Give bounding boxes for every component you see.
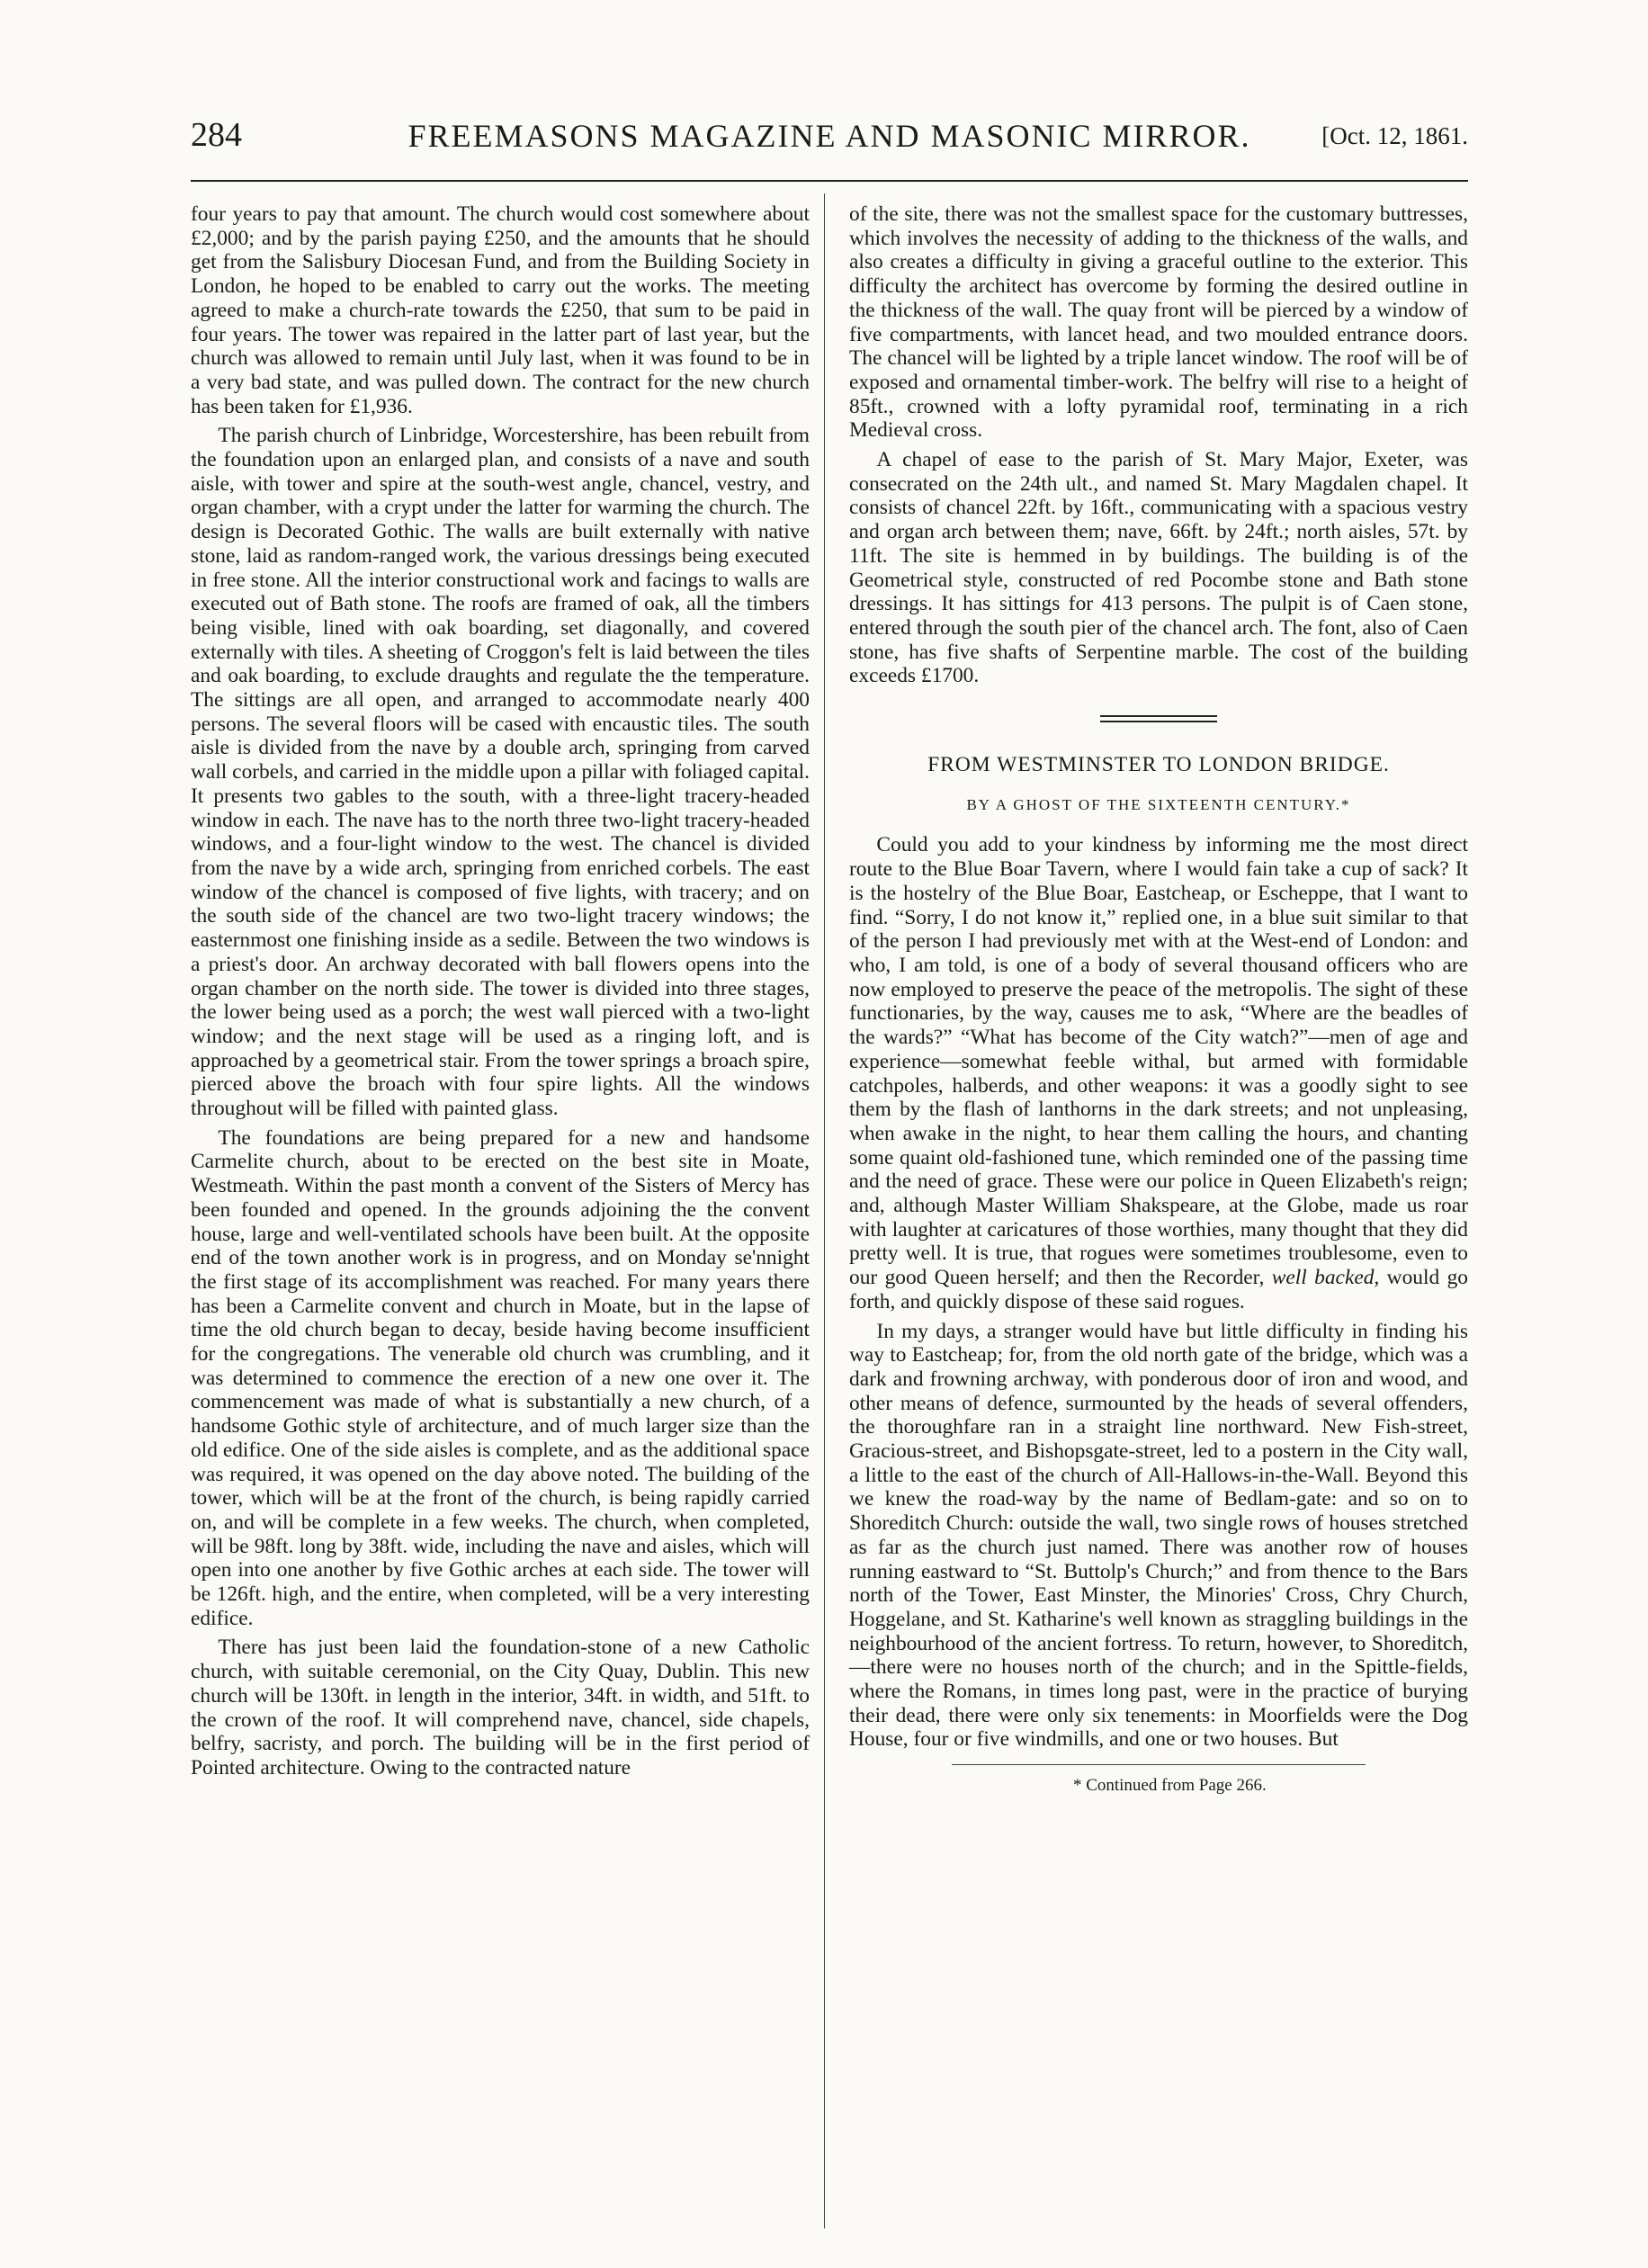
footnote-rule (952, 1764, 1366, 1765)
issue-date: [Oct. 12, 1861. (1321, 122, 1468, 149)
footnote: * Continued from Page 266. (1072, 1776, 1267, 1796)
italic-text: well backed, (1271, 1266, 1380, 1290)
section-separator (1100, 715, 1217, 722)
article-byline: BY A GHOST OF THE SIXTEENTH CENTURY.* (966, 795, 1351, 813)
paragraph: A chapel of ease to the parish of St. Mary Major, Exeter, was consecrated on the 24th ult., and named St. Mary Magdalen chapel. It consists of chancel 22ft. by 16ft., communicating with a spacious vestry and organ arch between them; nave, 66ft. by 24ft.; north aisles, 57t. by 11ft. The site is hemmed in by buildings. The building is of the Geometrical style, constructed of red Pocombe stone and Bath stone dressings. It has sittings for 413 persons. The pulpit is of Caen stone, entered through the south pier of the chancel arch. The font, also of Caen stone, has five shafts of Serpentine marble. The cost of the building exceeds £1700. (849, 448, 1468, 688)
paragraph: The parish church of Linbridge, Worcestershire, has been rebuilt from the foundation upon an enlarged plan, and consists of a nave and south aisle, with tower and spire at the south-west angle, chancel, vestry, and organ chamber, with a crypt under the latter for warming the church. The design is Decorated Gothic. The walls are built externally with native stone, laid as random-ranged work, the various dressings being executed in free stone. All the interior constructional work and facings to walls are executed out of Bath stone. The roofs are framed of oak, all the timbers being visible, lined with oak boarding, set diagonally, and covered externally with tiles. A sheeting of Croggon's felt is laid between the tiles and oak boarding, to exclude draughts and regulate the the temperature. The sittings are all open, and arranged to accommodate nearly 400 persons. The several floors will be cased with encaustic tiles. The south aisle is divided from the nave by a double arch, springing from carved wall corbels, and carried in the middle upon a pillar with foliaged capital. It presents two gables to the south, with a three-light tracery-headed window in each. The nave has to the north three two-light tracery-headed windows, and a four-light window to the west. The chancel is divided from the nave by a wide arch, springing from enriched corbels. The east window of the chancel is composed of five lights, with tracery; and on the south side of the chancel are two two-light tracery windows; the easternmost one finishing inside as a sedile. Between the two windows is a priest's door. An archway decorated with ball flowers opens into the organ chamber on the north side. The tower is divided into three stages, the lower being used as a porch; the west wall pierced with a two-light window; and the next stage will be used as a ringing loft, and is approached by a geometrical stair. From the tower springs a broach spire, pierced above the broach with four spire lights. All the windows throughout will be filled with painted glass. (191, 424, 810, 1121)
article-heading: FROM WESTMINSTER TO LONDON BRIDGE. (927, 753, 1390, 777)
paragraph: four years to pay that amount. The church would cost somewhere about £2,000; and by the parish paying £250, and the amounts that he should get from the Salisbury Diocesan Fund, and from the Building Society in London, he hoped to be enabled to carry out the works. The meeting agreed to make a church-rate towards the £250, that sum to be paid in four years. The tower was repaired in the latter part of last year, but the church was allowed to remain until July last, when it was found to be in a very bad state, and was pulled down. The contract for the new church has been taken for £1,936. (191, 202, 810, 418)
publication-title: FREEMASONS MAGAZINE AND MASONIC MIRROR. (408, 118, 1251, 154)
paragraph: In my days, a stranger would have but little difficulty in finding his way to Eastcheap; for, from the old north gate of the bridge, which was a dark and frowning archway, with ponderous door of iron and wood, and other means of defence, surmounted by the heads of several offenders, the thoroughfare ran in a straight line northward. New Fish-street, Gracious-street, and Bishopsgate-street, led to a postern in the City wall, a little to the east of the church of All-Hallows-in-the-Wall. Beyond this we knew the road-way by the name of Bedlam-gate: and so on to Shoreditch Church: outside the wall, two single rows of houses stretched as far as the church just named. There was another row of houses running eastward to “St. Buttolp's Church;” and from thence to the Bars north of the Tower, East Minster, the Minories' Cross, Chry Church, Hoggelane, and St. Katharine's well known as straggling buildings in the neighbourhood of the ancient fortress. To return, however, to Shoreditch,—there were no houses north of the church; and in the Spittle-fields, where the Romans, in times long past, were in the practice of burying their dead, there were only six tenements: in Moorfields were the Dog House, four or five windmills, and one or two houses. But (849, 1319, 1468, 1752)
paragraph: There has just been laid the foundation-stone of a new Catholic church, with suitable ceremonial, on the City Quay, Dublin. This new church will be 130ft. in length in the interior, 34ft. in width, and 51ft. to the crown of the roof. It will comprehend nave, chancel, side chapels, belfry, sacristy, and porch. The building will be in the first period of Pointed architecture. Owing to the contracted nature (191, 1636, 810, 1779)
separator-line (1100, 715, 1217, 717)
left-column (191, 202, 810, 1786)
paragraph: The foundations are being prepared for a new and handsome Carmelite church, about to be erected on the best site in Moate, Westmeath. Within the past month a convent of the Sisters of Mercy has been founded and opened. In the grounds adjoining the the convent house, large and well-ventilated schools have been built. At the opposite end of the town another work is in progress, and on Monday se'nnight the first stage of its accomplishment was reached. For many years there has been a Carmelite convent and church in Moate, but in the lapse of time the old church began to decay, beside having become insufficient for the congregations. The venerable old church was crumbling, and it was determined to commence the erection of a new one over it. The commencement was made of what is substantially a new church, of a handsome Gothic style of architecture, and of much larger size than the old edifice. One of the side aisles is complete, and as the additional space was required, it was opened on the day above noted. The building of the tower, which will be at the front of the church, is being rapidly carried on, and will be complete in a few weeks. The church, when completed, will be 98ft. long by 38ft. wide, including the nave and aisles, which will open into one another by five Gothic arches at each side. The tower will be 126ft. high, and the entire, when completed, will be a very interesting edifice. (191, 1125, 810, 1630)
paragraph (849, 833, 1468, 1313)
right-column (849, 202, 1468, 1804)
page-number: 284 (191, 116, 242, 154)
paragraph: of the site, there was not the smallest space for the customary buttresses, which involves the necessity of adding to the thickness of the walls, and also creates a difficulty in giving a graceful outline to the exterior. This difficulty the architect has overcome by forming the desired outline in the thickness of the wall. The quay front will be pierced by a window of five compartments, with lancet head, and two moulded entrance doors. The chancel will be lighted by a triple lancet window. The roof will be of exposed and ornamental timber-work. The belfry will rise to a height of 85ft., crowned with a lofty pyramidal roof, terminating in a rich Medieval cross. (849, 202, 1468, 443)
header-rule (191, 180, 1468, 182)
paragraph-text: would go forth, and quickly dispose of these said rogues. (849, 1266, 1468, 1313)
column-divider (824, 193, 825, 2228)
separator-line (1100, 721, 1217, 722)
page-header (191, 115, 1468, 166)
paragraph-text: Could you add to your kindness by informing me the most direct route to the Blue Boar Tavern, where I would fain take a cup of sack? It is the hostelry of the Blue Boar, Eastcheap, or Escheppe, that I want to find. “Sorry, I do not know it,” replied one, in a blue suit similar to that of the person I had previously met with at the West-end of London: and who, I am told, is one of a body of several thousand officers who are now employed to preserve the peace of the metropolis. The sight of these functionaries, by the way, causes me to ask, “Where are the beadles of the wards?” “What has become of the City watch?”—men of age and experience—somewhat feeble withal, but armed with formidable catchpoles, halberds, and other weapons: it was a goodly sight to see them by the flash of lanthorns in the dark streets; and not unpleasing, when awake in the night, to hear them calling the hours, and chanting some quaint old-fashioned tune, which reminded one of the passing time and the need of grace. These were our police in Queen Elizabeth's reign; and, although Master William Shakspeare, at the Globe, made us roar with laughter at caricatures of those worthies, many thought that they did pretty well. It is true, that rogues were sometimes troublesome, even to our good Queen herself; and then the Recorder, (849, 833, 1468, 1290)
